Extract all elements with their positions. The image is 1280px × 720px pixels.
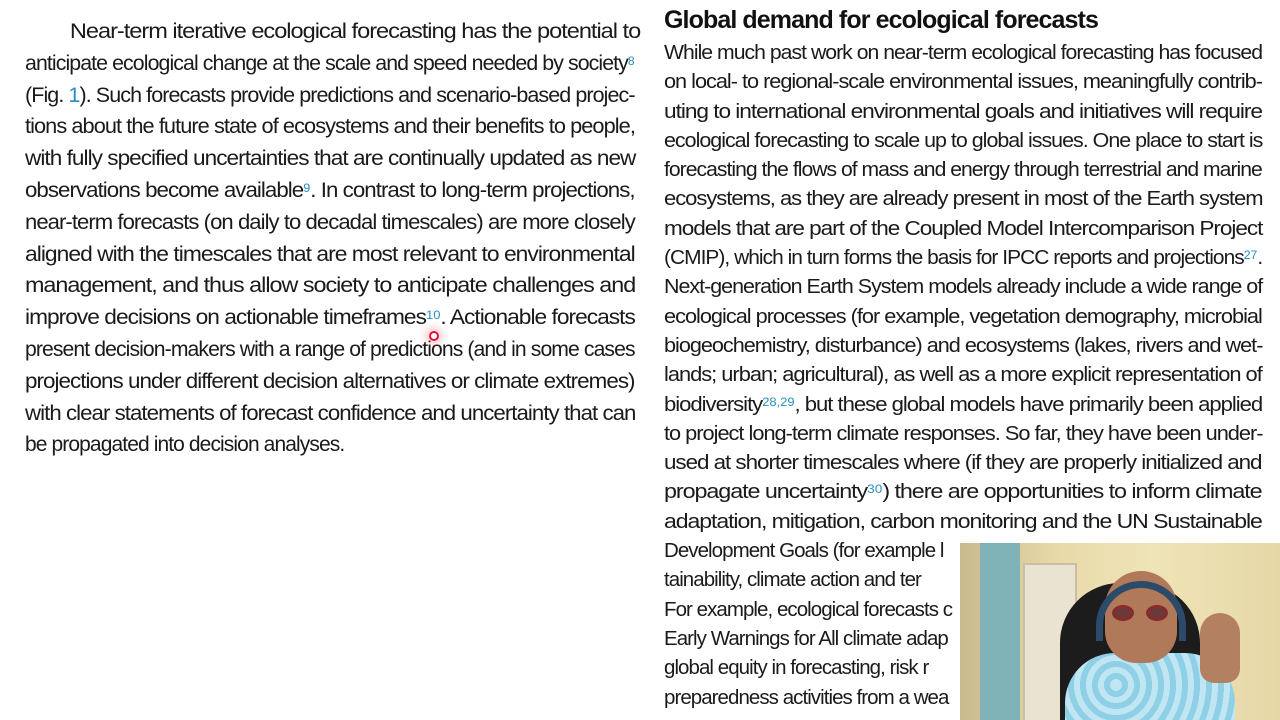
- citation-ref[interactable]: 28,29: [762, 394, 795, 409]
- text-line: For example, ecological forecasts c: [664, 597, 953, 621]
- text-line: near-term forecasts (on daily to decadal timescales) are more closely: [25, 210, 635, 234]
- text-line: biodiversity$^{28,29}$, but these global models have primarily been applied: [664, 392, 1263, 416]
- text-line: observations become available$^9$. In contrast to long-term projections,: [25, 178, 635, 202]
- text-line: (Fig. 1). Such forecasts provide predictions and scenario-based projec-: [25, 83, 635, 107]
- text-line: Development Goals (for example l: [664, 539, 944, 563]
- text-line: Near-term iterative ecological forecasting has the potential to: [69, 20, 641, 43]
- text-line: tions about the future state of ecosystems and their benefits to people,: [25, 115, 635, 139]
- text-line: be propagated into decision analyses.: [25, 433, 345, 457]
- presenter-hand: [1200, 613, 1240, 683]
- text-line: global equity in forecasting, risk r: [664, 656, 929, 680]
- text-line: Next-generation Earth System models already include a wide range of: [664, 275, 1263, 299]
- text-line: biogeochemistry, disturbance) and ecosystems (lakes, rivers and wet-: [664, 333, 1263, 357]
- text-line: Early Warnings for All climate adap: [664, 626, 948, 650]
- glasses-icon: [1112, 605, 1170, 621]
- text-line: tainability, climate action and ter: [664, 568, 921, 592]
- citation-ref[interactable]: 10: [425, 308, 441, 323]
- citation-ref[interactable]: 8: [627, 53, 635, 68]
- text-line: ecosystems, as they are already present in most of the Earth system: [664, 187, 1263, 211]
- text-line: preparedness activities from a wea: [664, 685, 949, 709]
- text-line: management, and thus allow society to anticipate challenges and: [25, 274, 636, 298]
- citation-ref[interactable]: 27: [1243, 248, 1258, 263]
- text-line: on local- to regional-scale environmental issues, meaningfully contrib-: [664, 70, 1262, 94]
- pointer-cursor-icon: [429, 331, 439, 341]
- text-line: aligned with the timescales that are most relevant to environmental: [25, 242, 635, 266]
- text-line: with fully specified uncertainties that are continually updated as new: [25, 147, 636, 171]
- citation-ref[interactable]: 30: [867, 482, 883, 497]
- text-line: models that are part of the Coupled Model Intercomparison Project: [664, 216, 1263, 240]
- text-line: ecological forecasting to scale up to global issues. One place to start is: [664, 128, 1263, 152]
- text-line: forecasting the flows of mass and energy through terrestrial and marine: [664, 158, 1262, 182]
- text-line: While much past work on near-term ecological forecasting has focused: [664, 41, 1263, 64]
- text-line: lands; urban; agricultural), as well as a more explicit representation of: [664, 363, 1262, 387]
- section-heading: Global demand for ecological forecasts: [664, 6, 1098, 34]
- text-line: projections under different decision alternatives or climate extremes): [25, 369, 635, 393]
- text-line: to project long-term climate responses. So far, they have been under-: [664, 421, 1263, 445]
- text-line: present decision-makers with a range of predictions (and in some cases: [25, 337, 635, 361]
- text-line: used at shorter timescales where (if they are properly initialized and: [664, 451, 1262, 475]
- text-line: improve decisions on actionable timeframes$^{10}$. Actionable forecasts: [25, 306, 635, 330]
- text-line: with clear statements of forecast confidence and uncertainty that can: [25, 401, 636, 425]
- text-line: adaptation, mitigation, carbon monitoring and the UN Sustainable: [664, 509, 1262, 533]
- text-line: anticipate ecological change at the scale and speed needed by society$^8$: [25, 51, 635, 75]
- left-column-paragraph: [25, 16, 641, 461]
- text-line: (CMIP), which in turn forms the basis for IPCC reports and projections$^{27}$.: [664, 246, 1263, 270]
- text-line: uting to international environmental goals and initiatives will require: [664, 99, 1262, 123]
- presenter-webcam-overlay: [960, 543, 1280, 720]
- background-doorframe: [980, 543, 1020, 720]
- figure-link[interactable]: 1: [68, 83, 80, 107]
- citation-ref[interactable]: 9: [303, 180, 311, 195]
- text-line: propagate uncertainty$^{30}$) there are opportunities to inform climate: [664, 480, 1262, 504]
- text-line: ecological processes (for example, vegetation demography, microbial: [664, 304, 1262, 328]
